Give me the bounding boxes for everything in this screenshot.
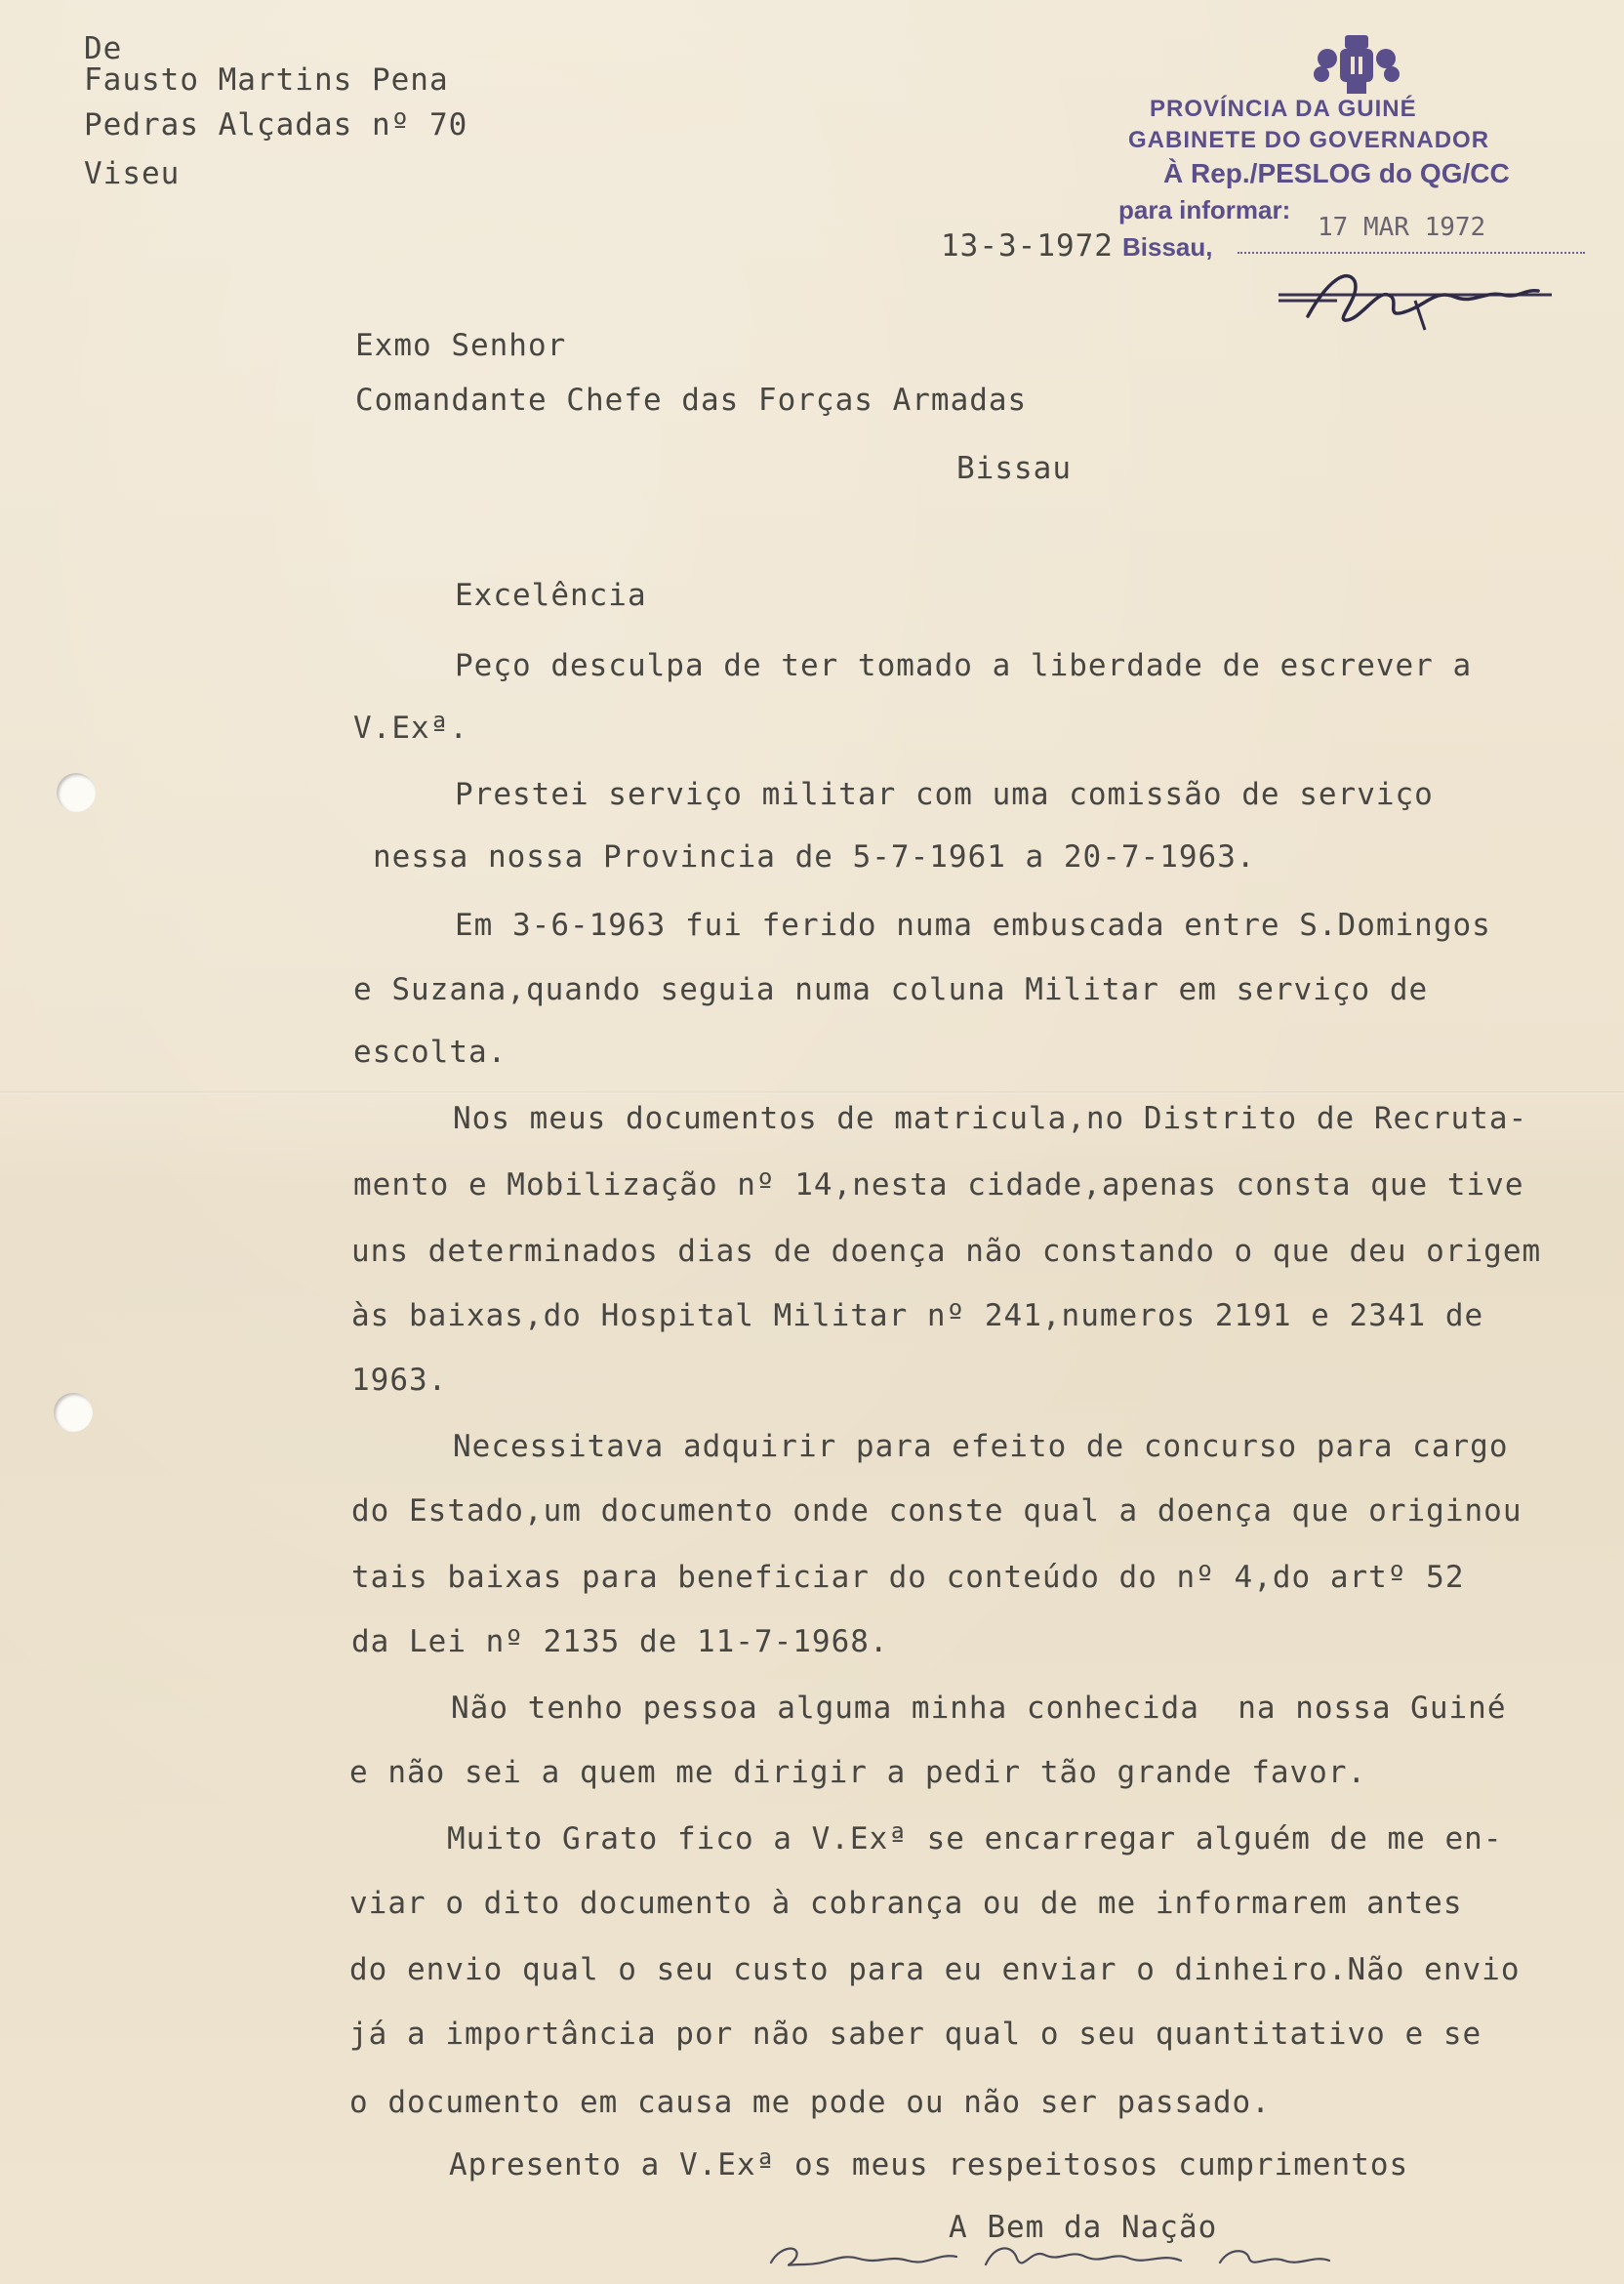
- sender-street: Pedras Alçadas nº 70: [84, 107, 468, 143]
- stamp-office: GABINETE DO GOVERNADOR: [1128, 127, 1490, 153]
- closing: A Bem da Nação: [949, 2210, 1218, 2245]
- body-line: Peço desculpa de ter tomado a liberdade de escrever a: [455, 648, 1473, 683]
- coat-of-arms-icon: [1308, 29, 1405, 100]
- punch-hole: [54, 1393, 93, 1432]
- body-line: Apresento a V.Exª os meus respeitosos cumprimentos: [449, 2147, 1409, 2182]
- handwritten-signature: [761, 2235, 1347, 2280]
- punch-hole: [57, 773, 96, 812]
- body-line: Muito Grato fico a V.Exª se encarregar alguém de me en-: [447, 1821, 1503, 1856]
- body-line: do Estado,um documento onde conste qual a doença que originou: [351, 1493, 1522, 1529]
- body-line: V.Exª.: [353, 711, 468, 746]
- body-line: já a importância por não saber qual o seu quantitativo e se: [349, 2017, 1482, 2052]
- letter-date: 13-3-1972: [941, 228, 1114, 264]
- sender-city: Viseu: [84, 156, 181, 191]
- body-line: do envio qual o seu custo para eu enviar o dinheiro.Não envio: [349, 1952, 1521, 1987]
- stamp-date: 17 MAR 1972: [1318, 213, 1486, 242]
- body-line: Nos meus documentos de matricula,no Distrito de Recruta-: [453, 1101, 1528, 1136]
- paper-fold: [0, 1091, 1624, 1094]
- recipient-city: Bissau: [956, 451, 1072, 486]
- body-line: nessa nossa Provincia de 5-7-1961 a 20-7-1963.: [373, 839, 1256, 875]
- body-line: viar o dito documento à cobrança ou de me informarem antes: [349, 1886, 1463, 1921]
- recipient-title: Exmo Senhor: [355, 328, 567, 363]
- body-line: 1963.: [351, 1363, 448, 1398]
- body-line: uns determinados dias de doença não constando o que deu origem: [351, 1234, 1542, 1269]
- stamp-instruction: para informar:: [1118, 195, 1291, 224]
- recipient-position: Comandante Chefe das Forças Armadas: [355, 383, 1028, 418]
- body-line: o documento em causa me pode ou não ser passado.: [349, 2085, 1271, 2120]
- body-line: Em 3-6-1963 fui ferido numa embuscada entre S.Domingos: [455, 908, 1491, 943]
- body-line: tais baixas para beneficiar do conteúdo do nº 4,do artº 52: [351, 1560, 1465, 1595]
- stamp-date-line: [1238, 252, 1585, 254]
- body-line: e Suzana,quando seguia numa coluna Militar em serviço de: [353, 972, 1429, 1007]
- body-line: mento e Mobilização nº 14,nesta cidade,apenas consta que tive: [353, 1167, 1524, 1203]
- stamp-routing: À Rep./PESLOG do QG/CC: [1163, 158, 1510, 188]
- body-line: às baixas,do Hospital Militar nº 241,numeros 2191 e 2341 de: [351, 1298, 1484, 1333]
- stamp-province: PROVÍNCIA DA GUINÉ: [1150, 96, 1417, 122]
- body-line: e não sei a quem me dirigir a pedir tão grande favor.: [349, 1755, 1367, 1790]
- body-line: Não tenho pessoa alguma minha conhecida na nossa Guiné: [451, 1691, 1507, 1726]
- body-line: Prestei serviço militar com uma comissão de serviço: [455, 777, 1434, 812]
- sender-label: De: [84, 31, 123, 66]
- sender-name: Fausto Martins Pena: [84, 62, 449, 98]
- body-line: da Lei nº 2135 de 11-7-1968.: [351, 1624, 889, 1659]
- salutation: Excelência: [455, 578, 647, 613]
- stamp-place: Bissau,: [1122, 232, 1213, 262]
- official-signature: [1269, 262, 1562, 340]
- body-line: escolta.: [353, 1035, 508, 1070]
- body-line: Necessitava adquirir para efeito de concurso para cargo: [453, 1429, 1509, 1464]
